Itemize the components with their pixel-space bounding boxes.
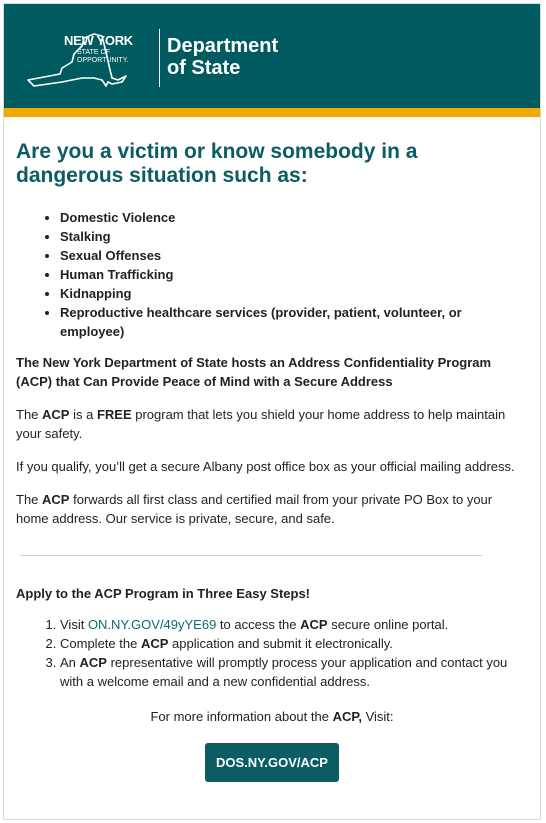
- step-1: 1. Visit ON.NY.GOV/49yYE69 to access the ACP secure online portal.: [60, 615, 528, 634]
- email-frame: [3, 3, 541, 820]
- acp-portal-link[interactable]: ON.NY.GOV/49yYE69: [87, 617, 217, 632]
- po-box-paragraph: If you qualify, you’ll get a secure Albany post office box as your official mailing address.: [16, 459, 515, 474]
- list-item: • Human Trafficking: [60, 265, 528, 284]
- ny-tagline: STATE OF OPPORTUNITY.: [77, 49, 129, 64]
- step-2: 2. Complete the ACP application and submit it electronically.: [60, 634, 528, 653]
- list-item: • Reproductive healthcare services (provider, patient, volunteer, or employee): [60, 303, 528, 341]
- list-item: • Domestic Violence: [60, 208, 528, 227]
- situations-list: [16, 208, 528, 341]
- steps-list: [16, 615, 528, 691]
- department-wordmark: Department of State: [167, 35, 279, 79]
- headline: Are you a victim or know somebody in a dangerous situation such as:: [16, 140, 418, 187]
- list-item: • Stalking: [60, 227, 528, 246]
- logo-divider: [159, 29, 160, 87]
- gold-stripe: [4, 108, 540, 117]
- intro-paragraph: The New York Department of State hosts an Address Confidentiality Program (ACP) that Can Provide Peace of Mind with a Secure Address: [16, 355, 492, 389]
- header-banner: [4, 4, 540, 108]
- free-program-paragraph: The ACP is a FREE program that lets you shield your home address to help maintain your safety.: [16, 407, 506, 441]
- section-divider: [20, 555, 482, 556]
- forwarding-paragraph: The ACP forwards all first class and certified mail from your private PO Box to your home address. Our service is private, secure, and safe.: [16, 492, 493, 526]
- cta-wrapper: [16, 743, 528, 782]
- list-item: • Sexual Offenses: [60, 246, 528, 265]
- ny-wordmark: NEW YORK: [64, 33, 133, 48]
- more-info-text: For more information about the ACP, Visit:: [150, 709, 394, 724]
- steps-heading: Apply to the ACP Program in Three Easy Steps!: [16, 586, 311, 601]
- acp-website-button[interactable]: DOS.NY.GOV/ACP: [205, 743, 339, 782]
- email-body: [16, 140, 528, 782]
- step-3: 3. An ACP representative will promptly process your application and contact you with a welcome email and a new confidential address.: [60, 653, 528, 691]
- list-item: • Kidnapping: [60, 284, 528, 303]
